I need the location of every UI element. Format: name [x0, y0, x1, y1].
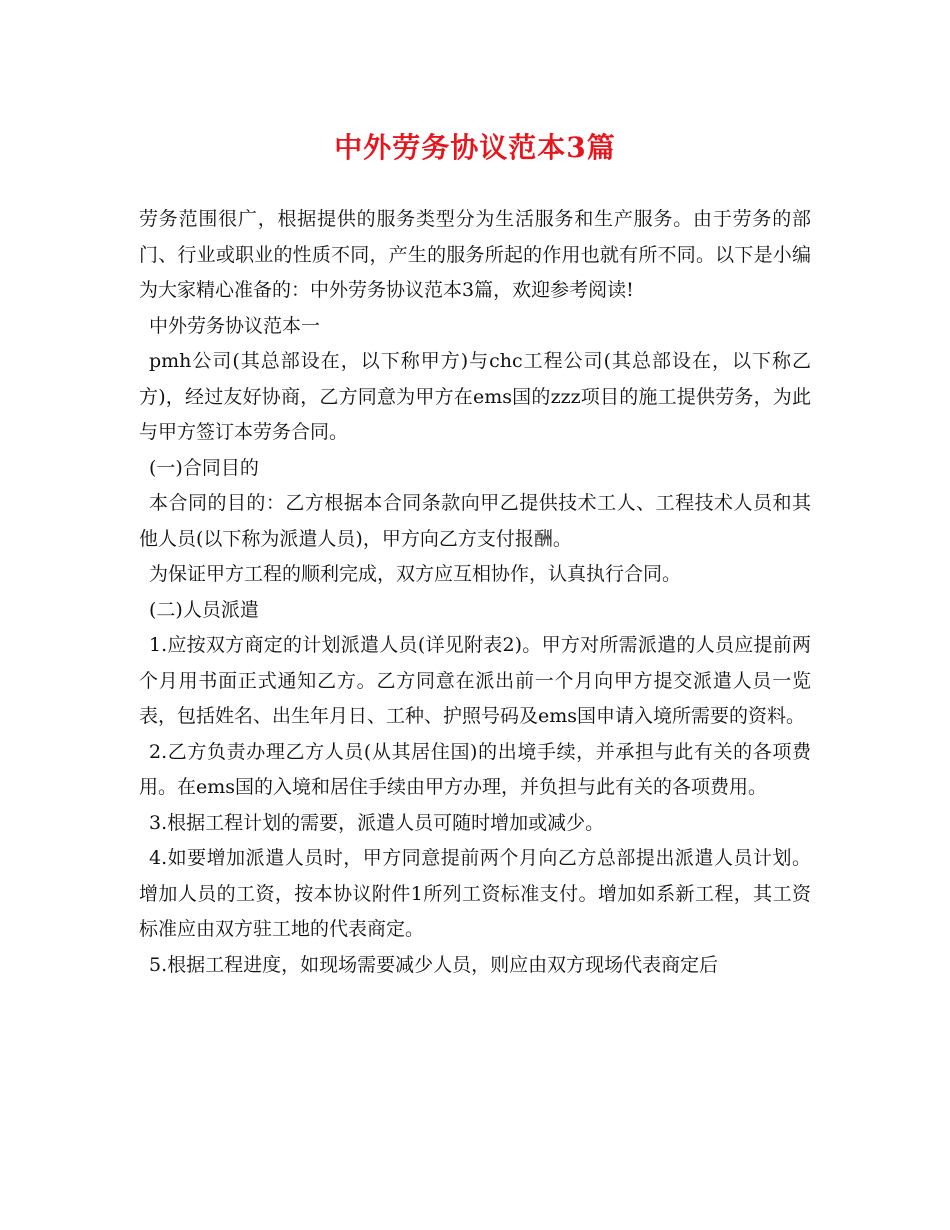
- section-heading: 中外劳务协议范本一: [149, 314, 321, 337]
- clause-paragraph: 为保证甲方工程的顺利完成，双方应互相协作，认真执行合同。: [149, 563, 682, 585]
- contract-preamble: pmh公司(其总部设在，以下称甲方)与chc工程公司(其总部设在，以下称乙方)，经过友好协商，乙方同意为甲方在ems国的zzz项目的施工提供劳务，为此与甲方签订本劳务合同。: [139, 350, 811, 443]
- clause-item: 4.如要增加派遣人员时，甲方同意提前两个月向乙方总部提出派遣人员计划。增加人员的工资，按本协议附件1所列工资标准支付。增加如系新工程，其工资标准应由双方驻工地的代表商定。: [139, 847, 811, 940]
- clause-heading: (一)合同目的: [149, 456, 259, 479]
- clause-heading: (二)人员派遣: [149, 598, 259, 621]
- clause-item: 2.乙方负责办理乙方人员(从其居住国)的出境手续，并承担与此有关的各项费用。在ems国的入境和居住手续由甲方办理，并负担与此有关的各项费用。: [139, 740, 811, 798]
- document-title: 中外劳务协议范本3篇: [334, 131, 616, 164]
- document-body: [139, 202, 811, 983]
- intro-paragraph: 劳务范围很广，根据提供的服务类型分为生活服务和生产服务。由于劳务的部门、行业或职业的性质不同，产生的服务所起的作用也就有所不同。以下是小编为大家精心准备的：中外劳务协议范本3篇，欢迎参考阅读!: [139, 208, 811, 301]
- clause-paragraph: 本合同的目的：乙方根据本合同条款向甲乙提供技术工人、工程技术人员和其他人员(以下称为派遣人员)，甲方向乙方支付报酬。: [139, 492, 811, 550]
- clause-item: 3.根据工程计划的需要，派遣人员可随时增加或减少。: [149, 811, 605, 834]
- clause-item: 5.根据工程进度，如现场需要减少人员，则应由双方现场代表商定后: [149, 953, 719, 976]
- clause-item: 1.应按双方商定的计划派遣人员(详见附表2)。甲方对所需派遣的人员应提前两个月用书面正式通知乙方。乙方同意在派出前一个月向甲方提交派遣人员一览表，包括姓名、出生年月日、工种、护照号码及ems国申请入境所需要的资料。: [139, 634, 811, 727]
